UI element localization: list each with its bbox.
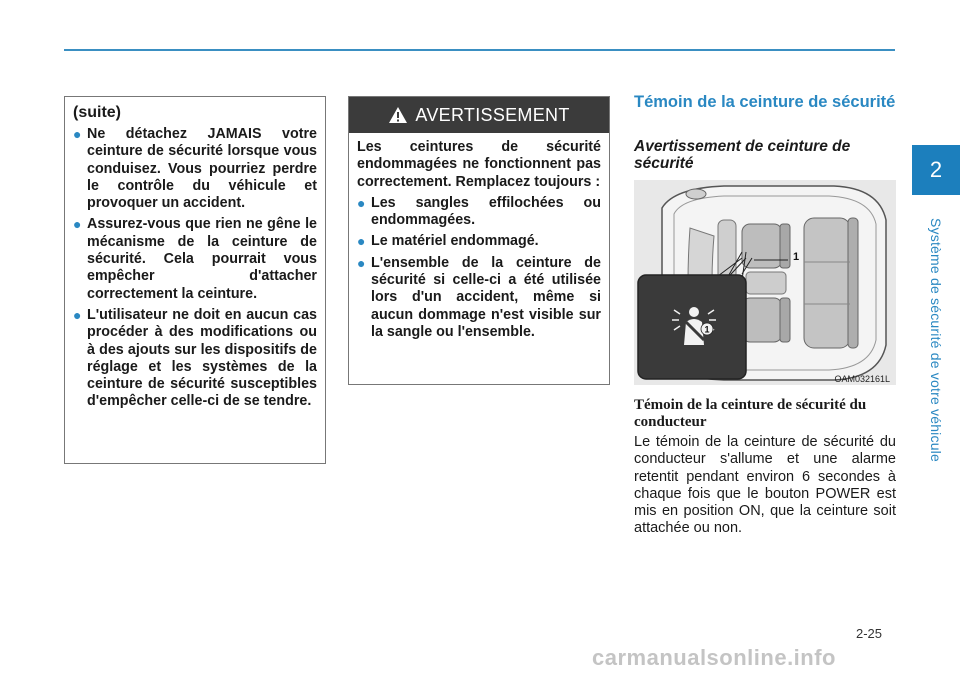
bullet-icon: ● [73, 306, 82, 323]
list-item-text: L'ensemble de la ceinture de sécurité si celle-ci a été utilisée lors d'un accident, même si aucun dommage n'est visible sur la sangle ou l'ensemble. [371, 254, 601, 340]
warning-header [349, 97, 609, 133]
bullet-icon: ● [73, 216, 82, 233]
suite-title: (suite) [73, 104, 121, 121]
section-title: Témoin de la ceinture de sécurité du conducteur [634, 397, 867, 430]
callout-icon-number: 1 [704, 324, 710, 335]
seatbelt-figure [634, 180, 896, 385]
chapter-number: 2 [929, 157, 943, 182]
suite-list [73, 126, 317, 411]
page-number: 2-25 [856, 626, 883, 641]
warning-triangle-icon [388, 106, 408, 124]
suite-box [64, 96, 326, 464]
list-item-text: L'utilisateur ne doit en aucun cas procéder à des modifications ou à des ajouts sur les dispositifs de réglage et les systèmes de la ceinture de sécurité susceptibles d'empêcher celle-ci de se tendre. [87, 306, 317, 410]
car-interior-illustration [634, 180, 896, 385]
warning-body [349, 133, 609, 341]
callout-top-number: 1 [793, 251, 800, 263]
list-item-text: Ne détachez JAMAIS votre ceinture de sécurité lorsque vous conduisez. Vous pourriez perdre le contrôle du véhicule et provoquer un accident. [87, 126, 317, 212]
warning-list [357, 195, 601, 341]
figure-code: OAM032161L [834, 374, 890, 384]
list-item-text: Assurez-vous que rien ne gêne le mécanisme de la ceinture de sécurité. Cela pourrait vous empêcher d'attacher correctement la ceinture. [87, 216, 317, 302]
list-item [357, 255, 601, 341]
list-item [73, 126, 317, 212]
list-item [357, 233, 601, 250]
bullet-icon: ● [357, 233, 366, 250]
body-paragraph: Le témoin de la ceinture de sécurité du conducteur s'allume et une alarme retentit pendant environ 6 secondes à chaque fois que le bouton POWER est mis en position ON, que la ceinture soit attachée ou non. [634, 434, 896, 537]
section-heading: Témoin de la ceinture de sécurité [634, 93, 896, 111]
top-rule [64, 49, 895, 51]
list-item-text: Les sangles effilochées ou endommagées. [371, 194, 601, 229]
list-item [73, 216, 317, 302]
chapter-title: Système de sécurité de votre véhicule [928, 218, 944, 462]
section-subheading: Avertissement de ceinture de sécurité [634, 138, 851, 172]
watermark: carmanualsonline.info [592, 645, 836, 670]
chapter-tab [912, 145, 960, 195]
bullet-icon: ● [357, 254, 366, 271]
bullet-icon: ● [73, 126, 82, 142]
warning-box [348, 96, 610, 385]
warning-intro: Les ceintures de sécurité endommagées ne fonctionnent pas correctement. Remplacez toujours : [357, 139, 601, 190]
warning-heading: AVERTISSEMENT [415, 104, 570, 125]
list-item [73, 307, 317, 411]
list-item [357, 195, 601, 230]
bullet-icon: ● [357, 194, 366, 211]
list-item-text: Le matériel endommagé. [371, 233, 539, 250]
